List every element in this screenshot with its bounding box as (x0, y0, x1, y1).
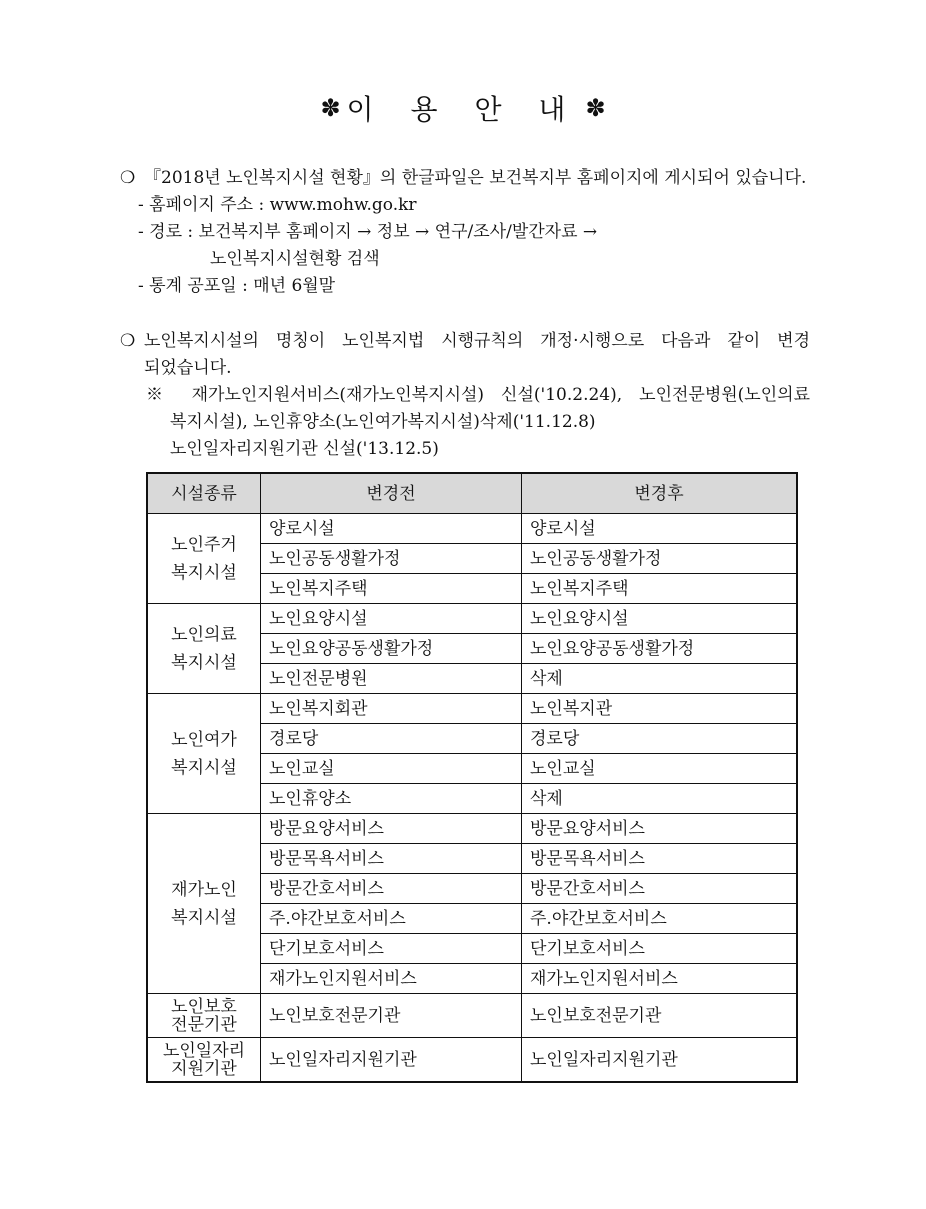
usage-info-section (120, 165, 810, 300)
before-name-cell: 노인요양공동생활가정 (261, 634, 522, 664)
title-text: 이 용 안 내 (346, 93, 580, 126)
after-name-cell: 단기보호서비스 (522, 934, 798, 964)
name-change-main-continued: 되었습니다. (144, 358, 232, 378)
before-name-cell: 방문간호서비스 (261, 874, 522, 904)
facility-type-cell (147, 994, 261, 1038)
circle-bullet-icon: ❍ (120, 331, 136, 351)
facility-type-label: 복지시설 (171, 562, 237, 583)
facility-type-label: 노인의료 (171, 624, 237, 645)
after-name-cell: 노인요양공동생활가정 (522, 634, 798, 664)
before-name-cell: 노인보호전문기관 (261, 994, 522, 1038)
before-name-cell: 재가노인지원서비스 (261, 964, 522, 994)
after-name-cell: 주.야간보호서비스 (522, 904, 798, 934)
name-change-main: ❍ 노인복지시설의 명칭이 노인복지법 시행규칙의 개정·시행으로 다음과 같이 변경 (120, 328, 810, 355)
before-name-cell: 방문요양서비스 (261, 814, 522, 844)
after-name-cell: 노인보호전문기관 (522, 994, 798, 1038)
after-name-cell: 방문요양서비스 (522, 814, 798, 844)
table-body (147, 514, 797, 1083)
table-row (147, 514, 797, 544)
table-row (147, 604, 797, 634)
before-name-cell: 노인일자리지원기관 (261, 1038, 522, 1083)
circle-bullet-icon: ❍ (120, 168, 136, 188)
before-name-cell: 노인공동생활가정 (261, 544, 522, 574)
header-before: 변경전 (261, 473, 522, 514)
facility-type-cell (147, 604, 261, 694)
before-name-cell: 노인전문병원 (261, 664, 522, 694)
note-line-continued: 노인일자리지원기관 신설('13.12.5) (170, 439, 439, 459)
page-title (0, 88, 926, 128)
facility-type-cell (147, 514, 261, 604)
after-name-cell: 삭제 (522, 664, 798, 694)
note-line: ※ 재가노인지원서비스(재가노인복지시설) 신설('10.2.24), 노인전문병원(노인의료 (146, 385, 810, 405)
facility-type-label: 노인주거 (171, 534, 237, 555)
facility-type-label: 노인보호 (171, 996, 237, 1017)
publish-date: - 통계 공포일 : 매년 6월말 (138, 276, 336, 296)
after-name-cell: 방문간호서비스 (522, 874, 798, 904)
facility-type-label: 복지시설 (171, 652, 237, 673)
facility-type-cell (147, 1038, 261, 1083)
facility-type-cell (147, 694, 261, 814)
before-name-cell: 단기보호서비스 (261, 934, 522, 964)
path-line-continued: 노인복지시설현황 검색 (210, 249, 380, 269)
usage-info-main: ❍ 『2018년 노인복지시설 현황』의 한글파일은 보건복지부 홈페이지에 게시되어 있습니다. (120, 165, 810, 192)
after-name-cell: 노인복지주택 (522, 574, 798, 604)
facility-type-label: 전문기관 (171, 1014, 237, 1035)
after-name-cell: 노인복지관 (522, 694, 798, 724)
flower-ornament-icon: ✽ (320, 94, 341, 122)
facility-type-label: 복지시설 (171, 757, 237, 778)
before-name-cell: 노인교실 (261, 754, 522, 784)
after-name-cell: 방문목욕서비스 (522, 844, 798, 874)
before-name-cell: 노인요양시설 (261, 604, 522, 634)
after-name-cell: 재가노인지원서비스 (522, 964, 798, 994)
homepage-address: - 홈페이지 주소 : www.mohw.go.kr (138, 195, 417, 215)
after-name-cell: 삭제 (522, 784, 798, 814)
name-change-section (120, 328, 810, 463)
facility-type-label: 재가노인 (171, 879, 237, 900)
before-name-cell: 경로당 (261, 724, 522, 754)
facility-type-label: 지원기관 (171, 1058, 237, 1079)
facility-type-label: 복지시설 (171, 907, 237, 928)
after-name-cell: 경로당 (522, 724, 798, 754)
table-row (147, 814, 797, 844)
before-name-cell: 노인휴양소 (261, 784, 522, 814)
before-name-cell: 노인복지회관 (261, 694, 522, 724)
after-name-cell: 노인일자리지원기관 (522, 1038, 798, 1083)
after-name-cell: 노인요양시설 (522, 604, 798, 634)
table-row (147, 694, 797, 724)
table-header-row (147, 473, 797, 514)
before-name-cell: 방문목욕서비스 (261, 844, 522, 874)
before-name-cell: 주.야간보호서비스 (261, 904, 522, 934)
before-name-cell: 양로시설 (261, 514, 522, 544)
facility-type-label: 노인일자리 (162, 1040, 246, 1061)
facility-type-cell (147, 814, 261, 994)
facility-type-label: 노인여가 (171, 729, 237, 750)
header-after: 변경후 (522, 473, 798, 514)
facility-name-change-table (146, 472, 798, 1083)
table-row (147, 994, 797, 1038)
after-name-cell: 노인공동생활가정 (522, 544, 798, 574)
header-facility-type: 시설종류 (147, 473, 261, 514)
after-name-cell: 노인교실 (522, 754, 798, 784)
after-name-cell: 양로시설 (522, 514, 798, 544)
before-name-cell: 노인복지주택 (261, 574, 522, 604)
path-line: - 경로 : 보건복지부 홈페이지 → 정보 → 연구/조사/발간자료 → (138, 222, 598, 242)
table-row (147, 1038, 797, 1083)
flower-ornament-icon: ✽ (585, 94, 606, 122)
note-line-continued: 복지시설), 노인휴양소(노인여가복지시설)삭제('11.12.8) (170, 412, 596, 432)
